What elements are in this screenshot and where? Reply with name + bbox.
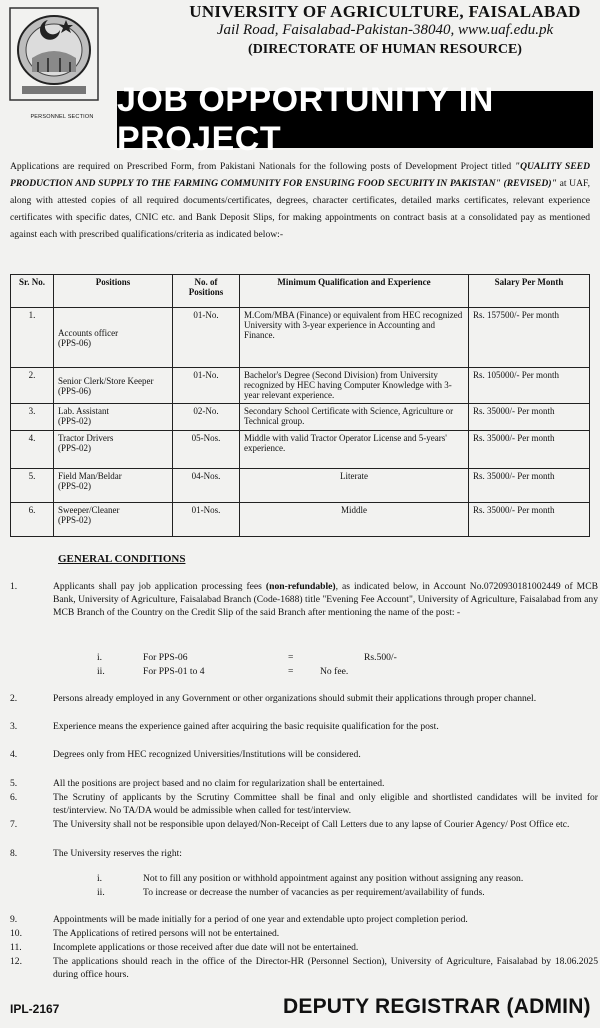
logo-caption: PERSONNEL SECTION <box>30 114 94 120</box>
header-no-of-positions: No. of Positions <box>173 275 240 308</box>
table-row <box>11 308 590 368</box>
fee-eq-2: = <box>288 666 294 677</box>
row-salary: Rs. 35000/- Per month <box>469 404 590 431</box>
fee-amount-2: No fee. <box>320 666 349 677</box>
condition-number: 10. <box>10 928 22 939</box>
fee-eq-1: = <box>288 652 294 663</box>
right-text-1: Not to fill any position or withhold appointment against any position without assigning any reason. <box>143 873 524 884</box>
project-title: "QUALITY SEED PRODUCTION AND SUPPLY TO THE FARMING COMMUNITY FOR ENSURING FOOD SECURITY IN PAKISTAN" (REVISED)" <box>10 161 590 189</box>
row-count: 05-Nos. <box>173 431 240 469</box>
condition-number: 7. <box>10 819 18 830</box>
header-qualification: Minimum Qualification and Experience <box>240 275 469 308</box>
condition-text: Appointments will be made initially for a period of one year and extendable upto project completion period. <box>53 914 468 925</box>
condition-number: 3. <box>10 721 18 732</box>
right-roman-2: ii. <box>97 887 105 898</box>
row-sr: 5. <box>11 469 54 503</box>
table-row <box>11 503 590 537</box>
row-sr: 6. <box>11 503 54 537</box>
row-position: Sweeper/Cleaner <box>58 505 120 515</box>
university-name: UNIVERSITY OF AGRICULTURE, FAISALABAD <box>189 2 581 21</box>
intro-paragraph <box>10 158 590 243</box>
general-conditions-title: GENERAL CONDITIONS <box>58 553 186 565</box>
condition-text: Experience means the experience gained after acquiring the basic requisite qualification for the post. <box>53 721 439 732</box>
condition-text: The Scrutiny of applicants by the Scrutiny Committee shall be final and only eligible and shortlisted candidates will be invited for test/interview. No TA/DA would be admissible when called for test/interview. <box>53 792 598 816</box>
condition-number: 9. <box>10 914 18 925</box>
row-position: Lab. Assistant <box>58 406 109 416</box>
row-scale: (PPS-02) <box>58 416 92 426</box>
row-scale: (PPS-06) <box>58 337 92 348</box>
condition-number: 5. <box>10 778 18 789</box>
condition-number: 11. <box>10 942 22 953</box>
row-qualification: Bachelor's Degree (Second Division) from University recognized by HEC having Computer Knowledge with 3-year relevant experience. <box>240 368 469 404</box>
row-salary: Rs. 157500/- Per month <box>469 308 590 368</box>
condition-text: Persons already employed in any Government or other organizations should submit their applications through proper channel. <box>53 693 537 704</box>
fee-amount-1: Rs.500/- <box>364 652 397 663</box>
row-qualification: Secondary School Certificate with Science, Agriculture or Technical group. <box>240 404 469 431</box>
condition-number: 4. <box>10 749 18 760</box>
row-sr: 3. <box>11 404 54 431</box>
right-text-2: To increase or decrease the number of vacancies as per requirement/availability of funds. <box>143 887 485 898</box>
intro-text-1: Applications are required on Prescribed Form, from Pakistani Nationals for the following posts of Development Project titled <box>10 161 515 172</box>
directorate-name: (DIRECTORATE OF HUMAN RESOURCE) <box>248 42 522 57</box>
row-qualification: M.Com/MBA (Finance) or equivalent from HEC recognized University with 3-year experience in Accounting and Finance. <box>240 308 469 368</box>
row-position: Accounts officer <box>58 327 119 338</box>
university-seal-logo <box>8 6 100 102</box>
row-count: 01-No. <box>173 308 240 368</box>
ipl-number: IPL-2167 <box>10 1002 60 1016</box>
condition-text: The University reserves the right: <box>53 848 182 859</box>
university-address: Jail Road, Faisalabad-Pakistan-38040, www.uaf.edu.pk <box>216 22 554 38</box>
table-row <box>11 404 590 431</box>
row-sr: 4. <box>11 431 54 469</box>
intro-text-2: at UAF, along with attested copies of all required documents/certificates, degrees, character certificates, detailed marks certificates, relevant experience certificates with specific dates, CNIC etc. and Bank Deposit Slips, for making appointments on contract basis at a consolidated pay as mentioned against each with prescribed qualifications/criteria as indicated below:- <box>10 178 590 240</box>
table-row <box>11 469 590 503</box>
condition-text: The Applications of retired persons will not be entertained. <box>53 928 280 939</box>
signatory-title: DEPUTY REGISTRAR (ADMIN) <box>283 995 591 1018</box>
condition-1-bold: (non-refundable) <box>265 581 336 592</box>
condition-number: 2. <box>10 693 18 704</box>
row-scale: (PPS-02) <box>58 443 92 453</box>
condition-text: The applications should reach in the office of the Director-HR (Personnel Section), University of Agriculture, Faisalabad by 18.06.2025 during office hours. <box>53 956 598 980</box>
row-scale: (PPS-02) <box>58 515 92 525</box>
condition-text: All the positions are project based and no claim for regularization shall be entertained. <box>53 778 385 789</box>
row-position: Field Man/Beldar <box>58 471 122 481</box>
header-salary: Salary Per Month <box>469 275 590 308</box>
condition-text: Degrees only from HEC recognized Universities/Institutions will be considered. <box>53 749 361 760</box>
condition-text: The University shall not be responsible upon delayed/Non-Receipt of Call Letters due to any lapse of Courier Agency/ Post Office etc. <box>53 819 570 830</box>
row-scale: (PPS-02) <box>58 481 92 491</box>
condition-text: Incomplete applications or those received after due date will not be entertained. <box>53 942 359 953</box>
condition-number: 12. <box>10 956 22 967</box>
row-qualification: Literate <box>240 469 469 503</box>
row-position: Senior Clerk/Store Keeper <box>58 375 154 386</box>
job-opportunity-banner: JOB OPPORTUNITY IN PROJECT <box>117 91 593 148</box>
condition-number: 6. <box>10 792 18 803</box>
row-salary: Rs. 35000/- Per month <box>469 469 590 503</box>
row-count: 01-No. <box>173 368 240 404</box>
fee-post-1: For PPS-06 <box>143 652 188 663</box>
condition-number: 8. <box>10 848 18 859</box>
positions-table <box>10 274 590 537</box>
condition-1-text-b: , as indicated below, in Account No.0720930181002449 of MCB Bank, University of Agriculture, Faisalabad Branch (Code-1688) title "Evening Fee Account", University of Agriculture, Faisalabad from any MCB Branch of the Country on the Credit Slip of the said Branch after mentioning the name of the post: - <box>53 581 598 618</box>
row-count: 04-Nos. <box>173 469 240 503</box>
table-header-row <box>11 275 590 308</box>
condition-1-text-a: Applicants shall pay job application processing fees <box>53 581 266 592</box>
fee-roman-1: i. <box>97 652 103 663</box>
header-positions: Positions <box>54 275 173 308</box>
row-sr: 1. <box>11 308 54 368</box>
row-qualification: Middle with valid Tractor Operator License and 5-years' experience. <box>240 431 469 469</box>
row-qualification: Middle <box>240 503 469 537</box>
fee-roman-2: ii. <box>97 666 105 677</box>
condition-number: 1. <box>10 581 18 592</box>
row-salary: Rs. 35000/- Per month <box>469 503 590 537</box>
right-roman-1: i. <box>97 873 103 884</box>
row-scale: (PPS-06) <box>58 385 92 396</box>
row-position: Tractor Drivers <box>58 433 114 443</box>
row-salary: Rs. 35000/- Per month <box>469 431 590 469</box>
table-row <box>11 368 590 404</box>
row-sr: 2. <box>11 368 54 404</box>
row-salary: Rs. 105000/- Per month <box>469 368 590 404</box>
row-count: 01-Nos. <box>173 503 240 537</box>
row-count: 02-No. <box>173 404 240 431</box>
header-sr: Sr. No. <box>11 275 54 308</box>
table-row <box>11 431 590 469</box>
fee-post-2: For PPS-01 to 4 <box>143 666 205 677</box>
